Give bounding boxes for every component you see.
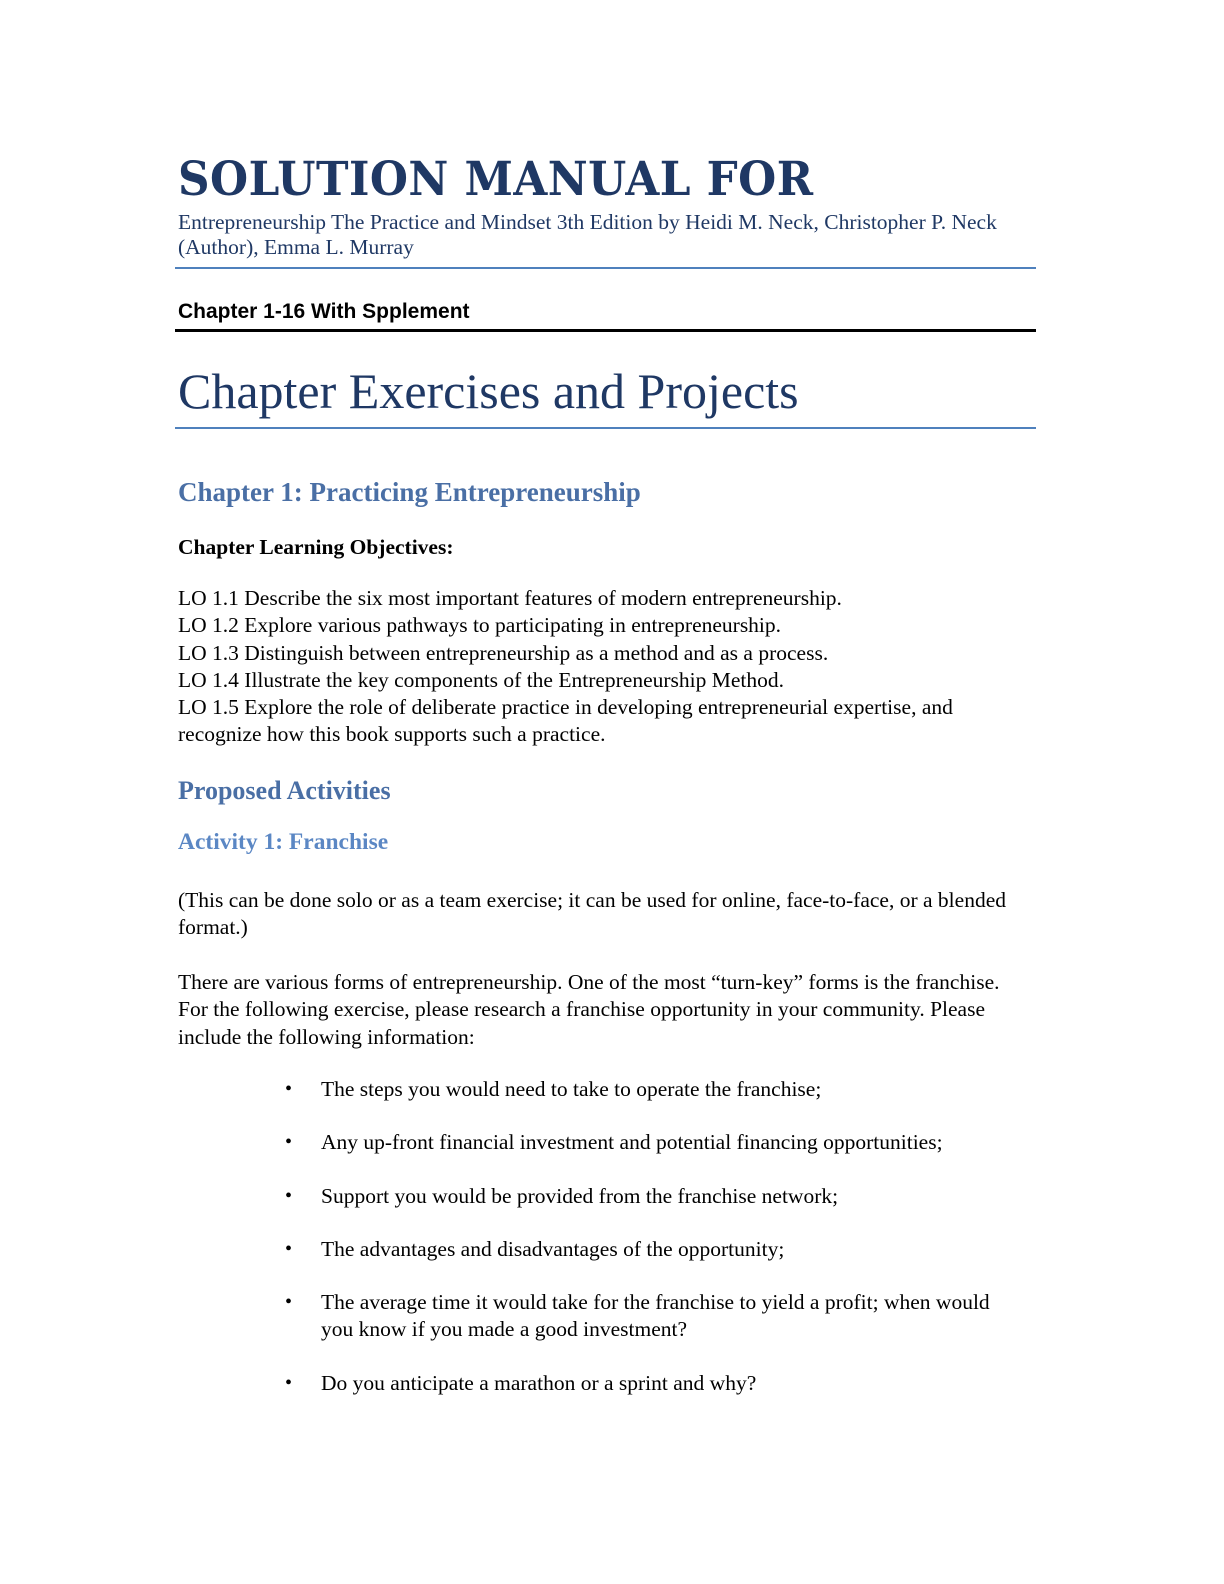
bullet-icon: •	[285, 1078, 293, 1100]
section-title: Chapter Exercises and Projects	[178, 363, 799, 419]
chapter-range-divider	[175, 329, 1036, 332]
list-item-text: The steps you would need to take to operate the franchise;	[321, 1077, 822, 1101]
list-item-text: Do you anticipate a marathon or a sprint and why?	[321, 1370, 757, 1395]
bullet-icon: •	[285, 1131, 293, 1154]
section-title-divider	[175, 427, 1036, 429]
list-item	[178, 1129, 1021, 1156]
list-item	[178, 1370, 1021, 1397]
objectives-heading: Chapter Learning Objectives:	[178, 535, 454, 559]
objective-item: LO 1.4 Illustrate the key components of the Entrepreneurship Method.	[178, 667, 785, 692]
list-item	[178, 1289, 1021, 1344]
chapter-range-label: Chapter 1-16 With Spplement	[178, 300, 470, 323]
bullet-icon: •	[285, 1371, 293, 1394]
objectives-list	[178, 585, 1028, 749]
activity-heading: Activity 1: Franchise	[178, 829, 389, 855]
bullet-icon: •	[285, 1184, 293, 1207]
bullet-icon: •	[285, 1291, 293, 1314]
list-item-text: The average time it would take for the franchise to yield a profit; when would you know if you made a good investment?	[321, 1290, 990, 1342]
objective-item: LO 1.5 Explore the role of deliberate practice in developing entrepreneurial expertise, and recognize how this book supports such a practice.	[178, 695, 953, 747]
activity-description: There are various forms of entrepreneurship. One of the most “turn-key” forms is the franchise. For the following exercise, please research a franchise opportunity in your community. Please include the following information:	[178, 970, 1000, 1049]
main-title: SOLUTION MANUAL FOR	[178, 152, 814, 207]
objective-item: LO 1.1 Describe the six most important features of modern entrepreneurship.	[178, 586, 842, 610]
header-divider	[175, 267, 1036, 269]
list-item-text: The advantages and disadvantages of the opportunity;	[321, 1236, 785, 1261]
chapter-heading: Chapter 1: Practicing Entrepreneurship	[178, 477, 641, 507]
activity-bullet-list	[178, 1076, 1038, 1423]
list-item-text: Support you would be provided from the franchise network;	[321, 1183, 839, 1208]
objective-item: LO 1.3 Distinguish between entrepreneurship as a method and as a process.	[178, 640, 829, 665]
list-item	[178, 1076, 1021, 1103]
proposed-activities-heading: Proposed Activities	[178, 776, 391, 805]
list-item-text: Any up-front financial investment and potential financing opportunities;	[321, 1130, 943, 1155]
list-item	[178, 1183, 1021, 1210]
objective-item: LO 1.2 Explore various pathways to participating in entrepreneurship.	[178, 613, 782, 638]
book-subtitle: Entrepreneurship The Practice and Mindset 3th Edition by Heidi M. Neck, Christopher P. Neck (Author), Emma L. Murray	[178, 210, 997, 259]
activity-intro: (This can be done solo or as a team exercise; it can be used for online, face-to-face, or a blended format.)	[178, 888, 1006, 940]
bullet-icon: •	[285, 1237, 293, 1260]
list-item	[178, 1236, 1021, 1263]
